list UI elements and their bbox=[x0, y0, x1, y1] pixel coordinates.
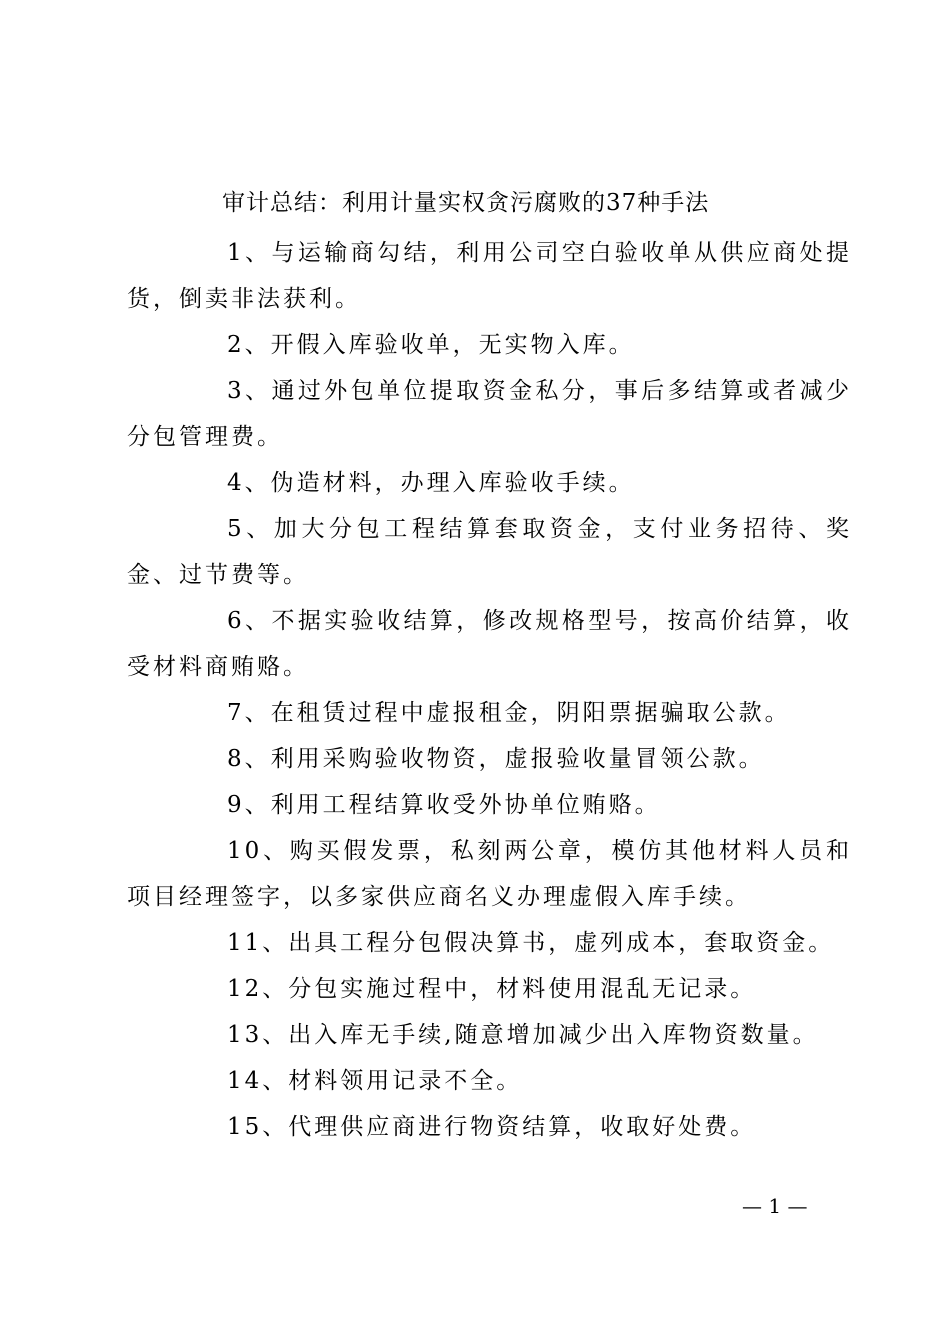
paragraph-14: 14、材料领用记录不全。 bbox=[227, 1068, 523, 1094]
paragraph-1: 1、与运输商勾结，利用公司空白验收单从供应商处提货，倒卖非法获利。 bbox=[127, 240, 852, 312]
paragraph-2: 2、开假入库验收单，无实物入库。 bbox=[227, 332, 635, 358]
paragraph-7: 7、在租赁过程中虚报租金，阴阳票据骗取公款。 bbox=[227, 700, 791, 726]
paragraph-6: 6、不据实验收结算，修改规格型号，按高价结算，收受材料商贿赂。 bbox=[127, 608, 852, 680]
paragraph-4: 4、伪造材料，办理入库验收手续。 bbox=[227, 470, 635, 496]
paragraph-10: 10、购买假发票，私刻两公章，模仿其他材料人员和项目经理签字，以多家供应商名义办理虚假入库手续。 bbox=[127, 838, 852, 910]
document-body bbox=[127, 230, 852, 1150]
paragraph-8: 8、利用采购验收物资，虚报验收量冒领公款。 bbox=[227, 746, 765, 772]
paragraph-13: 13、出入库无手续,随意增加减少出入库物资数量。 bbox=[227, 1022, 819, 1048]
paragraph-5: 5、加大分包工程结算套取资金，支付业务招待、奖金、过节费等。 bbox=[127, 516, 852, 588]
paragraph-12: 12、分包实施过程中，材料使用混乱无记录。 bbox=[227, 976, 757, 1002]
paragraph-9: 9、利用工程结算收受外协单位贿赂。 bbox=[227, 792, 661, 818]
paragraph-3: 3、通过外包单位提取资金私分，事后多结算或者减少分包管理费。 bbox=[127, 378, 852, 450]
paragraph-11: 11、出具工程分包假决算书，虚列成本，套取资金。 bbox=[227, 930, 835, 956]
document-title: 审计总结：利用计量实权贪污腐败的37种手法 bbox=[222, 190, 710, 216]
page-number: — 1 — bbox=[742, 1194, 808, 1218]
paragraph-15: 15、代理供应商进行物资结算，收取好处费。 bbox=[227, 1114, 757, 1140]
